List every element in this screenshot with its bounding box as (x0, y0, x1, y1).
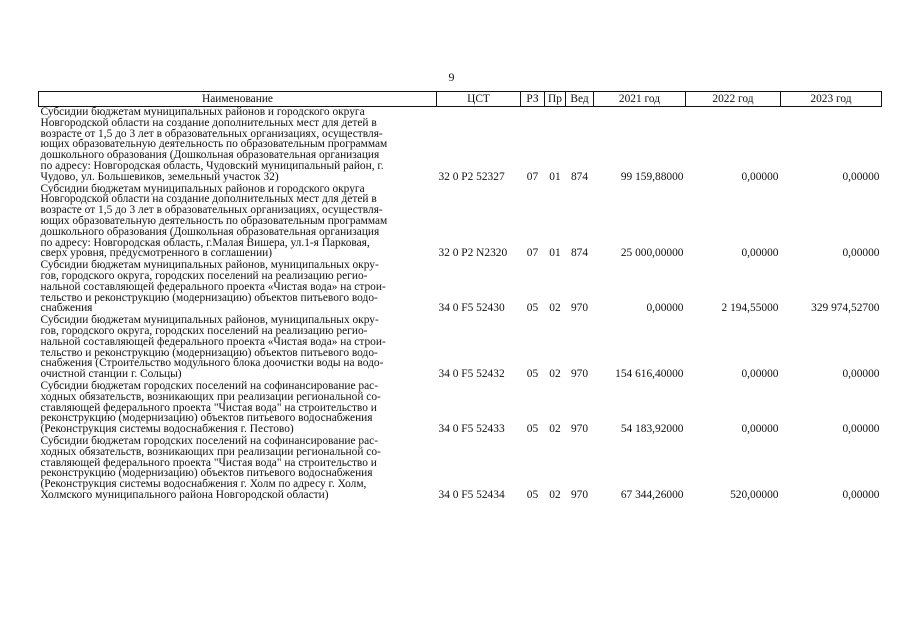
table-body (39, 107, 882, 502)
row-2022: 0,00000 (741, 423, 779, 436)
row-rz: 05 (526, 423, 539, 436)
row-pr: 02 (549, 423, 561, 436)
row-pr: 01 (549, 170, 561, 183)
row-name-cell (39, 436, 437, 502)
table-row (39, 184, 882, 261)
header-csr: ЦСТ (437, 92, 521, 107)
row-ved: 970 (570, 302, 589, 315)
row-2023: 0,00000 (842, 423, 880, 436)
row-rz: 05 (526, 488, 539, 501)
row-ved: 874 (570, 170, 589, 183)
row-name: Субсидии бюджетам муниципальных районов, муниципальных окру- гов, городского округа, городских поселений на реализацию регио- нальной составляющей федерального проекта «Чистая вода» на строи- тельство и реконструкцию (модернизацию) объектов питьевого водо- снабжения (40, 259, 386, 315)
row-2022: 2 194,55000 (721, 302, 779, 315)
row-2023: 329 974,52700 (811, 302, 880, 315)
header-2021: 2021 год (594, 92, 686, 107)
row-name-cell (39, 260, 437, 315)
table-row (39, 260, 882, 315)
row-name: Субсидии бюджетам муниципальных районов, муниципальных окру- гов, городского округа, городских поселений на реализацию регио- нальной составляющей федерального проекта «Чистая вода» на строи- тельство и реконструкцию (модернизацию) объектов питьевого водо- снабжения (Строительство модульного блока доочистки воды на водо- очистной станции г. Сольцы) (40, 314, 386, 381)
header-rz: РЗ (521, 92, 545, 107)
table-row (39, 436, 882, 502)
row-2022: 0,00000 (741, 368, 779, 381)
row-2021: 0,00000 (646, 302, 684, 315)
row-2021: 54 183,92000 (620, 423, 684, 436)
header-row (39, 92, 882, 107)
row-2021: 25 000,00000 (620, 247, 684, 260)
header-2022: 2022 год (686, 92, 781, 107)
row-2021: 67 344,26000 (620, 488, 684, 501)
row-name-cell (39, 315, 437, 381)
row-rz: 05 (526, 368, 539, 381)
row-2023: 0,00000 (842, 170, 880, 183)
row-csr: 32 0 P2 52327 (438, 170, 505, 183)
row-pr: 02 (549, 368, 561, 381)
row-name: Субсидии бюджетам муниципальных районов и городского округа Новгородской области на создание дополнительных мест для детей в возрасте от 1,5 до 3 лет в образовательных организациях, осуществля- ющих образовательную деятельность по образовательным программам дошкольного образования (Дошкольная образовательная организация по адресу: Новгородская область, г.Малая Вишера, ул.1-я Парковая, сверх уровня, предусмотренного в соглашении) (40, 182, 388, 260)
row-name: Субсидии бюджетам муниципальных районов и городского округа Новгородской области на создание дополнительных мест для детей в возрасте от 1,5 до 3 лет в образовательных организациях, осуществля- ющих образовательную деятельность по образовательным программам дошкольного образования (Дошкольная образовательная организация по адресу: Новгородская область, Чудовский муниципальный район, г. Чудово, ул. Большевиков, земельный участок 32) (40, 106, 388, 183)
table-header (39, 92, 882, 107)
row-csr: 34 0 F5 52434 (438, 488, 505, 501)
budget-table (38, 91, 882, 502)
header-ved: Вед (566, 92, 594, 107)
row-csr: 34 0 F5 52433 (438, 423, 505, 436)
row-name-cell (39, 381, 437, 436)
table-row (39, 107, 882, 184)
row-ved: 970 (570, 488, 589, 501)
row-ved: 874 (570, 247, 589, 260)
row-rz: 05 (526, 302, 539, 315)
row-pr: 02 (549, 302, 561, 315)
header-name: Наименование (39, 92, 437, 107)
row-rz: 07 (526, 247, 539, 260)
header-pr: Пр (545, 92, 566, 107)
row-name-cell (39, 107, 437, 184)
row-name-cell (39, 184, 437, 261)
row-2023: 0,00000 (842, 368, 880, 381)
row-rz: 07 (526, 170, 539, 183)
row-2022: 520,00000 (730, 488, 779, 501)
row-ved: 970 (570, 368, 589, 381)
table-row (39, 315, 882, 381)
row-2021: 154 616,40000 (615, 368, 684, 381)
row-2023: 0,00000 (842, 247, 880, 260)
row-name: Субсидии бюджетам городских поселений на софинансирование рас- ходных обязательств, возникающих при реализации региональной со- ставляющей федерального проекта "Чистая вода" на строительство и реконструкцию (модернизацию) объектов питьевого водоснабжения (Реконструкция системы водоснабжения г. Пестово) (40, 379, 381, 436)
row-name: Субсидии бюджетам городских поселений на софинансирование рас- ходных обязательств, возникающих при реализации региональной со- ставляющей федерального проекта "Чистая вода" на строительство и реконструкцию (модернизацию) объектов питьевого водоснабжения (Реконструкция системы водоснабжения г. Холм по адресу г. Холм, Холмского муниципального района Новгородской области) (40, 434, 381, 501)
row-2021: 99 159,88000 (620, 170, 684, 183)
row-pr: 02 (549, 488, 561, 501)
row-csr: 34 0 F5 52432 (438, 368, 505, 381)
header-2023: 2023 год (781, 92, 882, 107)
table-row (39, 381, 882, 436)
row-2022: 0,00000 (741, 247, 779, 260)
row-csr: 32 0 P2 N2320 (438, 247, 508, 260)
page-number: 9 (448, 70, 455, 84)
row-pr: 01 (549, 247, 561, 260)
row-2022: 0,00000 (741, 170, 779, 183)
row-2023: 0,00000 (842, 488, 880, 501)
row-csr: 34 0 F5 52430 (438, 302, 505, 315)
row-ved: 970 (570, 423, 589, 436)
